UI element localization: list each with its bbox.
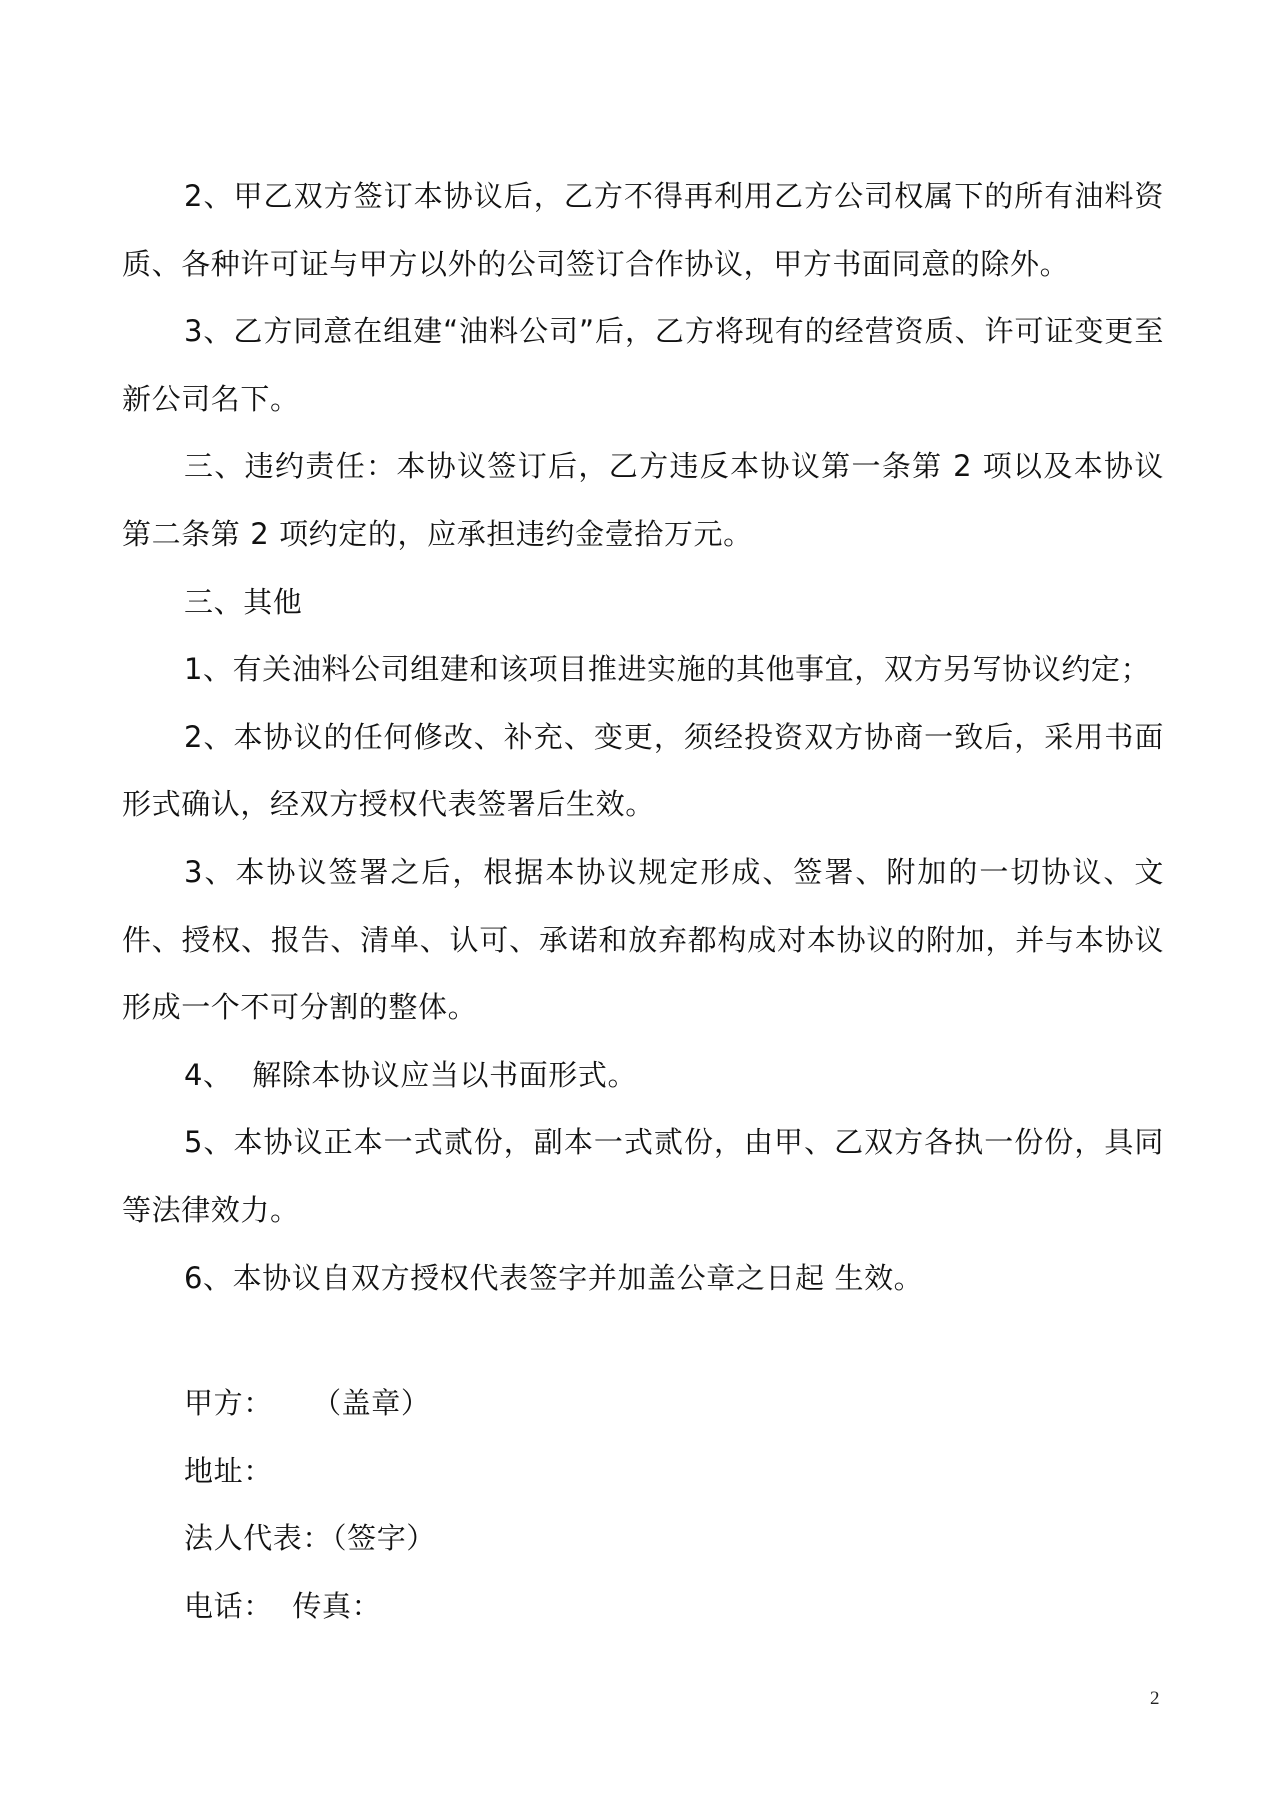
address-line: 地址： [184,1453,273,1488]
other-section-heading: 三、其他 [184,584,303,619]
other-clause-1: 1、有关油料公司组建和该项目推进实施的其他事宜，双方另写协议约定； [184,652,1151,687]
breach-liability-clause: 三、违约责任：本协议签订后，乙方违反本协议第一条第 2 项以及本协议第二条第 2 项约定的，应承担违约金壹拾万元。 [122,449,1164,551]
clause-3-license-transfer: 3、乙方同意在组建“油料公司”后，乙方将现有的经营资质、许可证变更至新公司名下。 [122,314,1164,416]
other-clause-2: 2、本协议的任何修改、补充、变更，须经投资双方协商一致后，采用书面形式确认，经双方授权代表签署后生效。 [122,719,1164,822]
clause-2-exclusivity: 2、甲乙双方签订本协议后，乙方不得再利用乙方公司权属下的所有油料资质、各种许可证与甲方以外的公司签订合作协议，甲方书面同意的除外。 [122,179,1164,281]
agreement-body [122,163,1164,1312]
other-clause-3: 3、本协议签署之后，根据本协议规定形成、签署、附加的一切协议、文件、授权、报告、清单、认可、承诺和放弃都构成对本协议的附加，并与本协议形成一个不可分割的整体。 [122,854,1164,1025]
page-number: 2 [1150,1688,1160,1709]
phone-fax-line: 电话： 传真： [184,1588,382,1623]
legal-representative-line: 法人代表：（签字） [184,1521,436,1556]
other-clause-4: 4、 解除本协议应当以书面形式。 [184,1057,638,1092]
signature-block [184,1370,436,1640]
party-a-seal-line: 甲方： （盖章） [184,1386,431,1420]
other-clause-5: 5、本协议正本一式贰份，副本一式贰份，由甲、乙双方各执一份份，具同等法律效力。 [122,1125,1164,1227]
other-clause-6: 6、本协议自双方授权代表签字并加盖公章之日起 生效。 [184,1260,924,1295]
